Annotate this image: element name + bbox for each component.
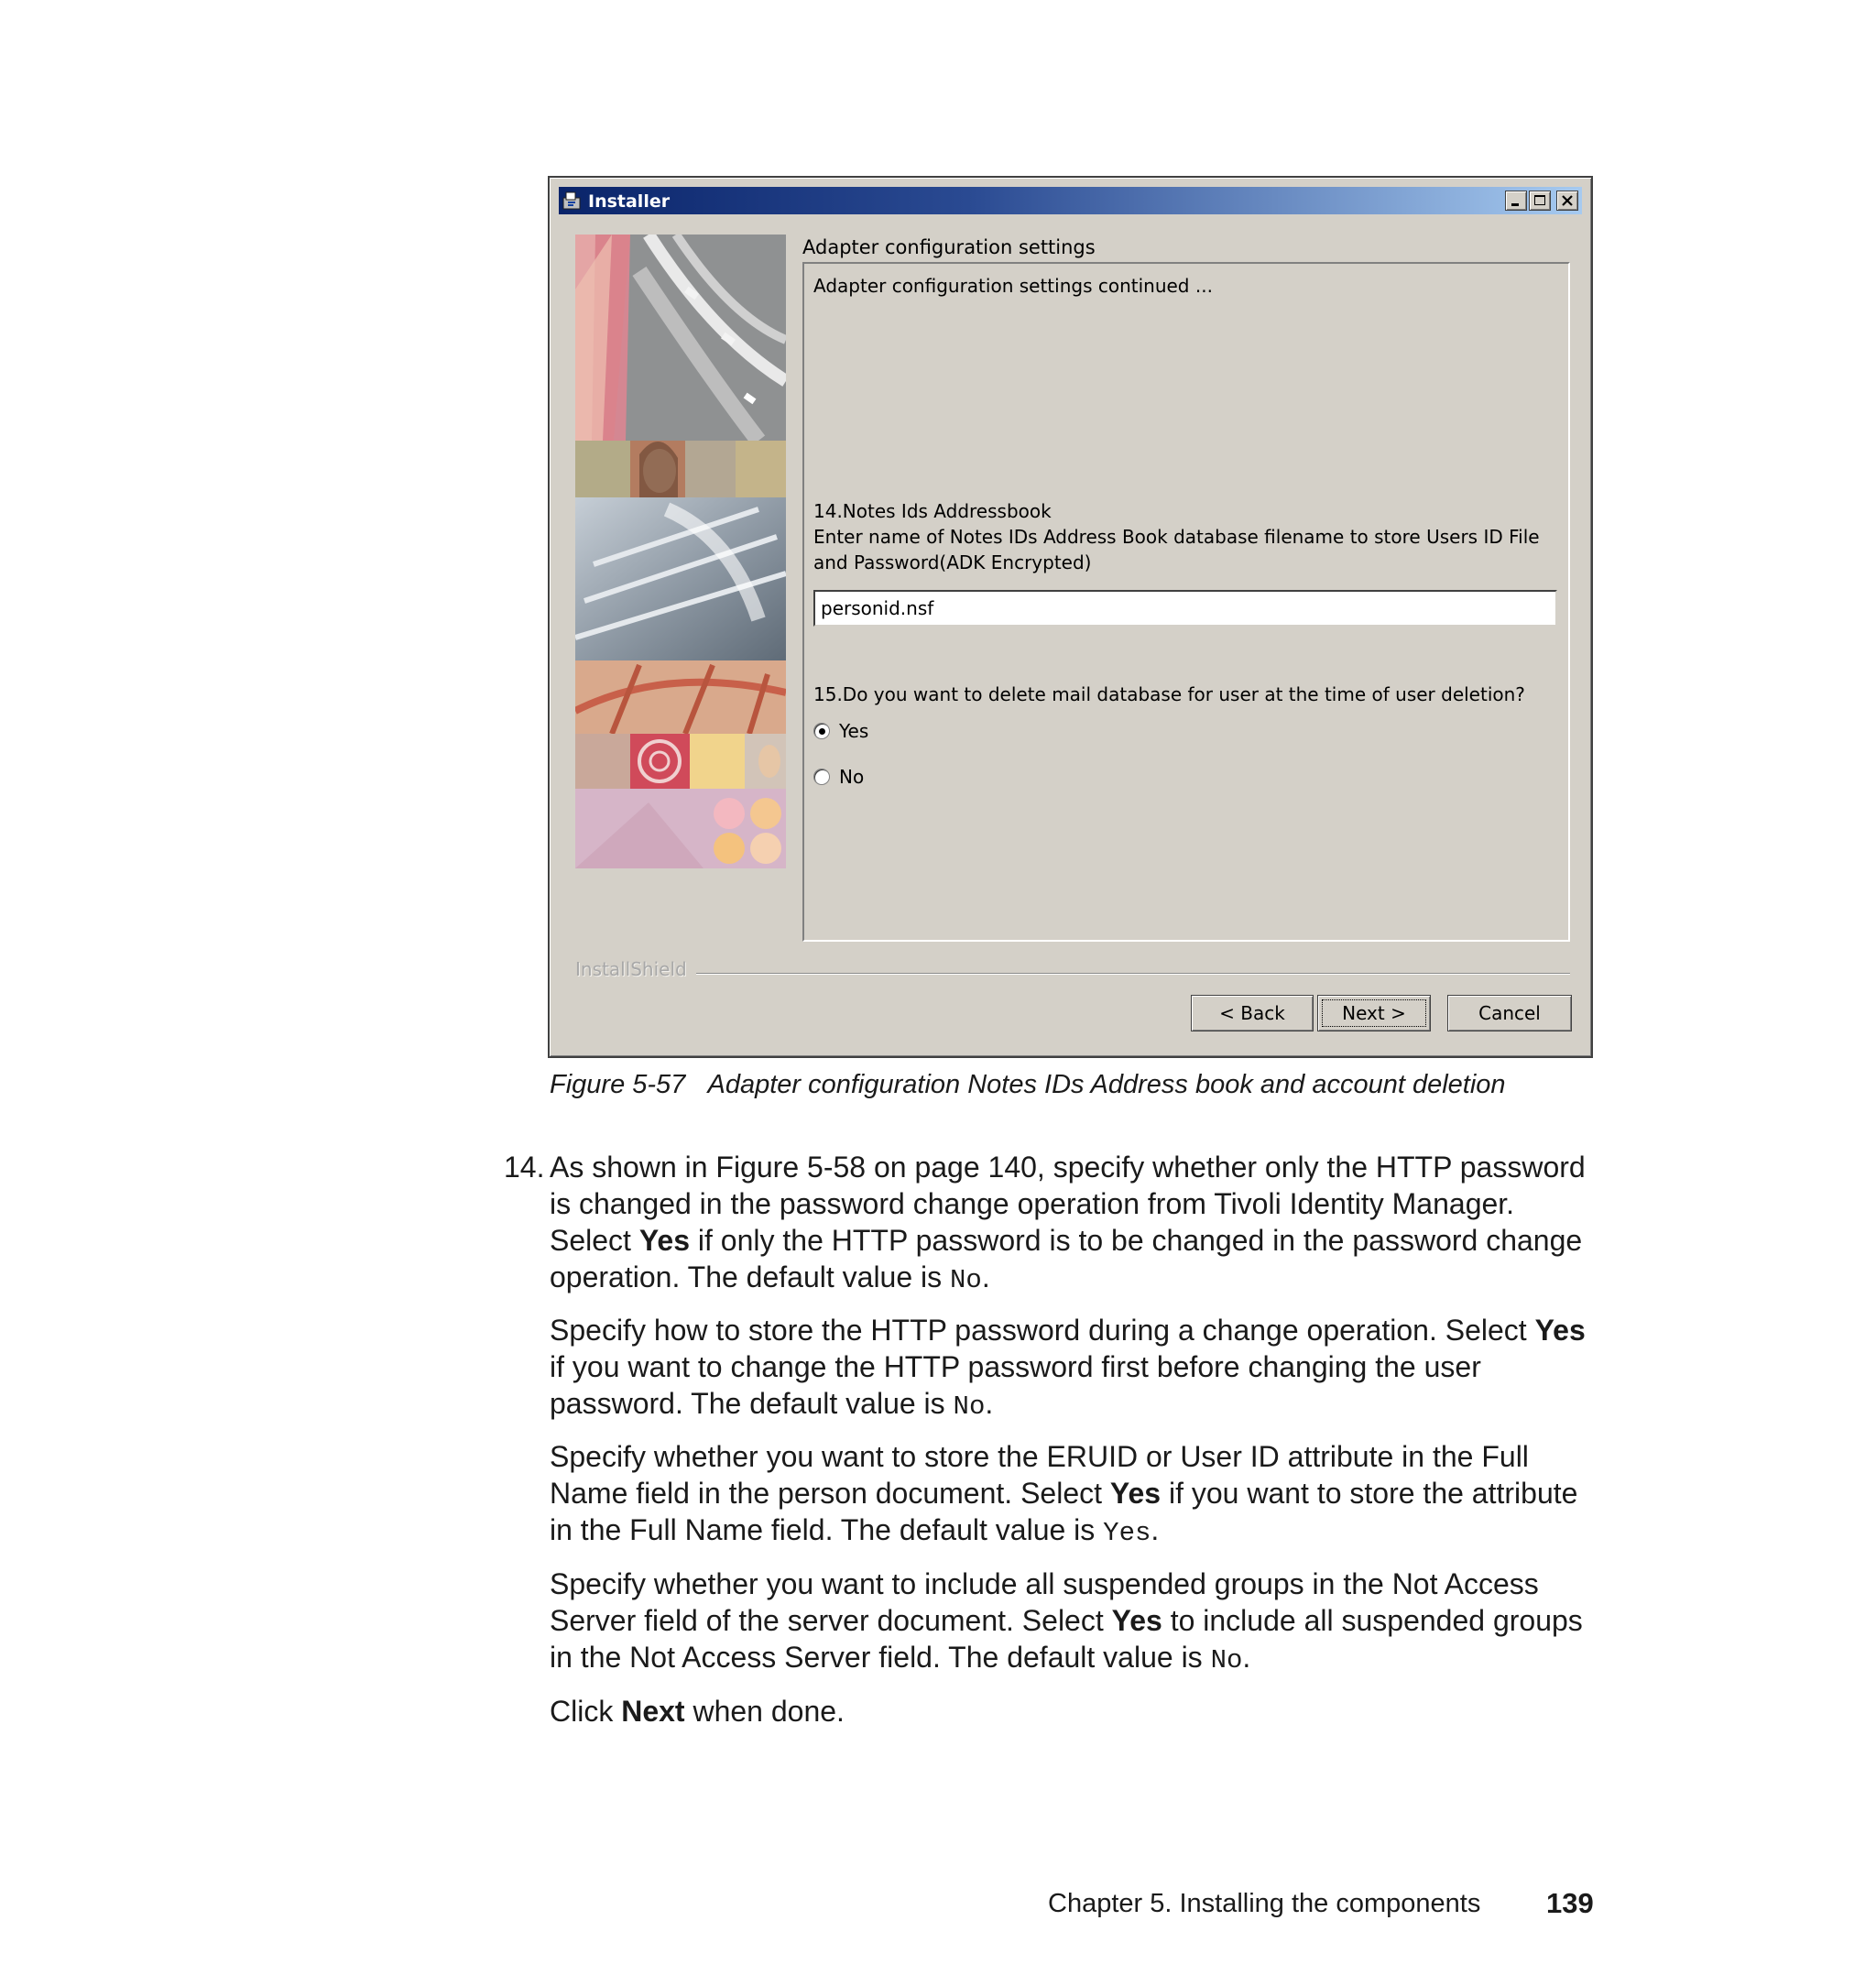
- text: Specify how to store the HTTP password during a change operation. Select: [550, 1314, 1535, 1347]
- minimize-icon: [1509, 193, 1523, 208]
- radio-button-selected-icon[interactable]: [813, 723, 830, 739]
- text: to include all suspended groups in the Not Access Server field. The default value is: [550, 1604, 1583, 1674]
- figure-title: Adapter configuration Notes IDs Address book and account deletion: [707, 1070, 1506, 1099]
- code-value: No: [950, 1265, 982, 1295]
- field14-label: 14.Notes Ids Addressbook: [813, 500, 1052, 522]
- figure-caption: [550, 1070, 1506, 1100]
- installer-app-icon: [562, 191, 583, 211]
- collage-illustration: [575, 235, 786, 868]
- bold-text: Next: [621, 1695, 685, 1728]
- code-value: Yes: [1103, 1518, 1151, 1548]
- section-heading: Adapter configuration settings: [802, 236, 1096, 258]
- field14-description-line1: Enter name of Notes IDs Address Book database filename to store Users ID File: [813, 526, 1540, 548]
- focus-ring: [1322, 999, 1426, 1027]
- cancel-button[interactable]: Cancel: [1447, 995, 1572, 1031]
- bold-text: Yes: [1534, 1314, 1586, 1347]
- code-value: No: [953, 1391, 986, 1422]
- close-button[interactable]: [1556, 191, 1578, 211]
- address-book-input[interactable]: [813, 590, 1557, 627]
- continued-text: Adapter configuration settings continued ...: [813, 275, 1213, 297]
- text: if you want to store the attribute in the Full Name field. The default value is: [550, 1477, 1578, 1546]
- field15-label: 15.Do you want to delete mail database for user at the time of user deletion?: [813, 683, 1525, 705]
- step-number: 14.: [504, 1151, 545, 1184]
- text: if you want to change the HTTP password first before changing the user password. The default value is: [550, 1350, 1481, 1420]
- text: Specify whether you want to store the ERUID or User ID attribute in the Full Name field in the person document. Select: [550, 1440, 1529, 1510]
- figure-number: Figure 5-57: [550, 1070, 686, 1099]
- back-button[interactable]: < Back: [1191, 995, 1314, 1031]
- code-value: No: [1210, 1645, 1243, 1675]
- text: .: [981, 1260, 990, 1293]
- bold-text: Yes: [1111, 1604, 1162, 1637]
- paragraph-click-next: [550, 1693, 1603, 1730]
- radio-yes-label: Yes: [839, 720, 869, 742]
- installshield-brand: InstallShield: [575, 958, 687, 980]
- text: As shown in Figure 5-58 on page 140, specify whether only the HTTP password is changed in the password change operation from Tivoli Identity Manager. Select: [550, 1151, 1586, 1257]
- text: .: [1242, 1641, 1251, 1674]
- footer-chapter-title: Chapter 5. Installing the components: [1048, 1889, 1481, 1918]
- text: .: [1151, 1513, 1160, 1546]
- radio-button-icon[interactable]: [813, 769, 830, 785]
- minimize-button[interactable]: [1505, 191, 1527, 211]
- footer-divider: [696, 973, 1570, 975]
- text: Specify whether you want to include all suspended groups in the Not Access Server field of the server document. Select: [550, 1567, 1539, 1637]
- radio-no-label: No: [839, 766, 865, 788]
- bold-text: Yes: [1109, 1477, 1162, 1510]
- field14-description-line2: and Password(ADK Encrypted): [813, 551, 1092, 573]
- installer-window: [548, 176, 1593, 1058]
- next-button-label: Next >: [1342, 1002, 1406, 1024]
- paragraph-suspended-groups: [550, 1566, 1603, 1679]
- installer-side-image: [575, 235, 786, 868]
- page-number: 139: [1546, 1887, 1594, 1919]
- text: .: [985, 1387, 994, 1420]
- text: if only the HTTP password is to be changed in the password change operation. The default value is: [550, 1224, 1583, 1293]
- settings-panel: [802, 262, 1570, 942]
- title-bar[interactable]: [559, 187, 1582, 214]
- maximize-icon: [1532, 193, 1547, 208]
- next-button[interactable]: [1317, 995, 1431, 1031]
- window-title: Installer: [588, 191, 671, 212]
- paragraph-store-http-password: [550, 1312, 1603, 1425]
- paragraph-http-password: [550, 1149, 1603, 1299]
- maximize-button[interactable]: [1529, 191, 1551, 211]
- close-icon: [1560, 193, 1575, 208]
- text: Click: [550, 1695, 622, 1728]
- paragraph-eruid-fullname: [550, 1438, 1603, 1552]
- bold-text: Yes: [638, 1224, 690, 1257]
- text: when done.: [684, 1695, 845, 1728]
